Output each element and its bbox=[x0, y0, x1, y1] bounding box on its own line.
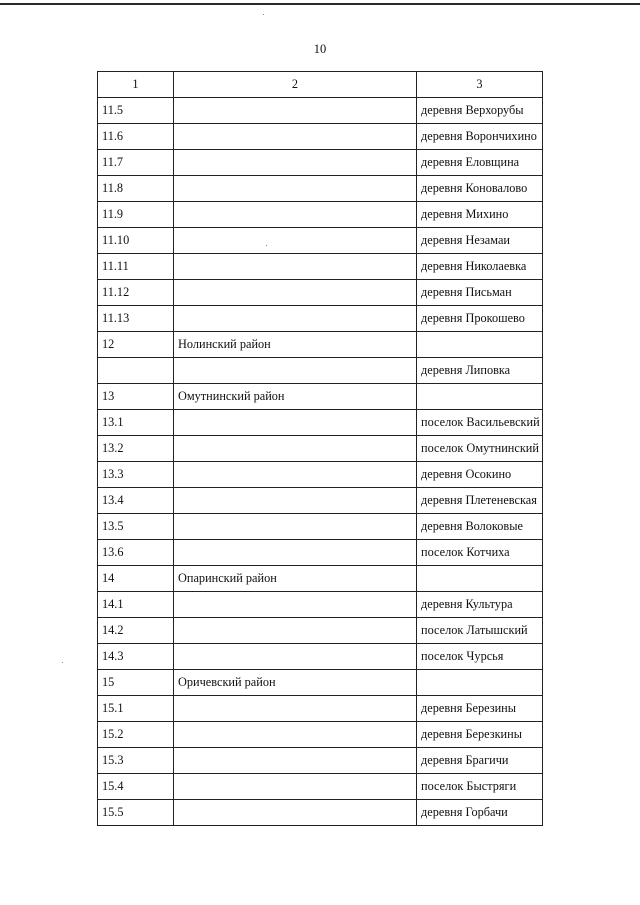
settlement-cell: деревня Михино bbox=[417, 202, 543, 228]
table-row bbox=[98, 176, 543, 202]
settlement-cell: деревня Ворончихино bbox=[417, 124, 543, 150]
settlement-cell: деревня Еловщина bbox=[417, 150, 543, 176]
row-number-cell: 14.3 bbox=[98, 644, 174, 670]
settlement-cell: деревня Липовка bbox=[417, 358, 543, 384]
row-number-cell: 15.4 bbox=[98, 774, 174, 800]
settlement-cell: деревня Письман bbox=[417, 280, 543, 306]
row-number-cell: 15.3 bbox=[98, 748, 174, 774]
district-cell bbox=[174, 176, 417, 202]
table-row bbox=[98, 98, 543, 124]
district-cell bbox=[174, 514, 417, 540]
table-row bbox=[98, 696, 543, 722]
table-row bbox=[98, 748, 543, 774]
settlement-cell bbox=[417, 384, 543, 410]
settlement-cell: поселок Чурсья bbox=[417, 644, 543, 670]
table-row bbox=[98, 228, 543, 254]
district-cell bbox=[174, 358, 417, 384]
settlement-cell: деревня Незамаи bbox=[417, 228, 543, 254]
district-cell bbox=[174, 124, 417, 150]
column-header-3: 3 bbox=[417, 72, 543, 98]
column-header-2: 2 bbox=[174, 72, 417, 98]
row-number-cell: 15.2 bbox=[98, 722, 174, 748]
row-number-cell: 13.4 bbox=[98, 488, 174, 514]
table-row bbox=[98, 384, 543, 410]
table-body bbox=[98, 98, 543, 826]
settlement-cell: поселок Васильевский bbox=[417, 410, 543, 436]
row-number-cell: 14 bbox=[98, 566, 174, 592]
row-number-cell: 13.2 bbox=[98, 436, 174, 462]
settlement-cell: деревня Волоковые bbox=[417, 514, 543, 540]
table-row bbox=[98, 202, 543, 228]
table-row bbox=[98, 618, 543, 644]
table-row bbox=[98, 488, 543, 514]
table-row bbox=[98, 436, 543, 462]
table-row bbox=[98, 540, 543, 566]
settlement-cell: деревня Березкины bbox=[417, 722, 543, 748]
table-header-row bbox=[98, 72, 543, 98]
table-row bbox=[98, 514, 543, 540]
settlement-cell: поселок Латышский bbox=[417, 618, 543, 644]
table-row bbox=[98, 410, 543, 436]
row-number-cell: 13.3 bbox=[98, 462, 174, 488]
settlement-cell: деревня Культура bbox=[417, 592, 543, 618]
table-row bbox=[98, 566, 543, 592]
district-cell bbox=[174, 254, 417, 280]
settlement-cell: поселок Котчиха bbox=[417, 540, 543, 566]
settlement-cell: деревня Николаевка bbox=[417, 254, 543, 280]
settlement-cell: деревня Верхорубы bbox=[417, 98, 543, 124]
scan-speck bbox=[62, 662, 63, 663]
district-cell: Нолинский район bbox=[174, 332, 417, 358]
district-cell bbox=[174, 488, 417, 514]
row-number-cell: 13 bbox=[98, 384, 174, 410]
table-row bbox=[98, 254, 543, 280]
row-number-cell: 11.12 bbox=[98, 280, 174, 306]
table-row bbox=[98, 670, 543, 696]
table-row bbox=[98, 306, 543, 332]
row-number-cell: 14.2 bbox=[98, 618, 174, 644]
settlement-cell: деревня Горбачи bbox=[417, 800, 543, 826]
page-number: 10 bbox=[313, 42, 327, 56]
district-cell bbox=[174, 280, 417, 306]
table-row bbox=[98, 644, 543, 670]
table-row bbox=[98, 800, 543, 826]
district-cell bbox=[174, 98, 417, 124]
row-number-cell: 11.6 bbox=[98, 124, 174, 150]
row-number-cell: 12 bbox=[98, 332, 174, 358]
table-row bbox=[98, 722, 543, 748]
district-cell bbox=[174, 644, 417, 670]
scan-speck bbox=[263, 14, 264, 15]
district-cell bbox=[174, 774, 417, 800]
district-cell bbox=[174, 202, 417, 228]
table-row bbox=[98, 124, 543, 150]
district-cell bbox=[174, 150, 417, 176]
district-cell bbox=[174, 618, 417, 644]
settlement-cell bbox=[417, 566, 543, 592]
district-cell bbox=[174, 228, 417, 254]
district-cell bbox=[174, 592, 417, 618]
settlement-cell: поселок Быстряги bbox=[417, 774, 543, 800]
district-cell bbox=[174, 722, 417, 748]
row-number-cell: 15.5 bbox=[98, 800, 174, 826]
district-cell: Оричевский район bbox=[174, 670, 417, 696]
district-cell: Омутнинский район bbox=[174, 384, 417, 410]
row-number-cell: 11.10 bbox=[98, 228, 174, 254]
row-number-cell: 14.1 bbox=[98, 592, 174, 618]
row-number-cell: 11.9 bbox=[98, 202, 174, 228]
row-number-cell: 11.11 bbox=[98, 254, 174, 280]
district-cell: Опаринский район bbox=[174, 566, 417, 592]
settlement-cell: деревня Коновалово bbox=[417, 176, 543, 202]
table-row bbox=[98, 592, 543, 618]
district-cell bbox=[174, 436, 417, 462]
settlement-cell: деревня Березины bbox=[417, 696, 543, 722]
row-number-cell: 11.8 bbox=[98, 176, 174, 202]
settlement-cell: деревня Брагичи bbox=[417, 748, 543, 774]
row-number-cell: 13.6 bbox=[98, 540, 174, 566]
district-cell bbox=[174, 410, 417, 436]
district-cell bbox=[174, 696, 417, 722]
row-number-cell: 15.1 bbox=[98, 696, 174, 722]
table-row bbox=[98, 150, 543, 176]
table-row bbox=[98, 774, 543, 800]
settlement-cell: деревня Плетеневская bbox=[417, 488, 543, 514]
scan-top-edge-line bbox=[0, 3, 640, 5]
row-number-cell: 11.5 bbox=[98, 98, 174, 124]
district-cell bbox=[174, 748, 417, 774]
row-number-cell: 11.13 bbox=[98, 306, 174, 332]
row-number-cell: 13.1 bbox=[98, 410, 174, 436]
district-cell bbox=[174, 462, 417, 488]
table-row bbox=[98, 462, 543, 488]
district-cell bbox=[174, 306, 417, 332]
row-number-cell bbox=[98, 358, 174, 384]
settlement-cell: деревня Прокошево bbox=[417, 306, 543, 332]
district-cell bbox=[174, 800, 417, 826]
settlement-cell: деревня Осокино bbox=[417, 462, 543, 488]
row-number-cell: 11.7 bbox=[98, 150, 174, 176]
table-row bbox=[98, 280, 543, 306]
table-row bbox=[98, 358, 543, 384]
column-header-1: 1 bbox=[98, 72, 174, 98]
table-row bbox=[98, 332, 543, 358]
settlements-table bbox=[97, 71, 543, 826]
row-number-cell: 13.5 bbox=[98, 514, 174, 540]
row-number-cell: 15 bbox=[98, 670, 174, 696]
settlement-cell bbox=[417, 670, 543, 696]
settlement-cell: поселок Омутнинский bbox=[417, 436, 543, 462]
settlement-cell bbox=[417, 332, 543, 358]
district-cell bbox=[174, 540, 417, 566]
